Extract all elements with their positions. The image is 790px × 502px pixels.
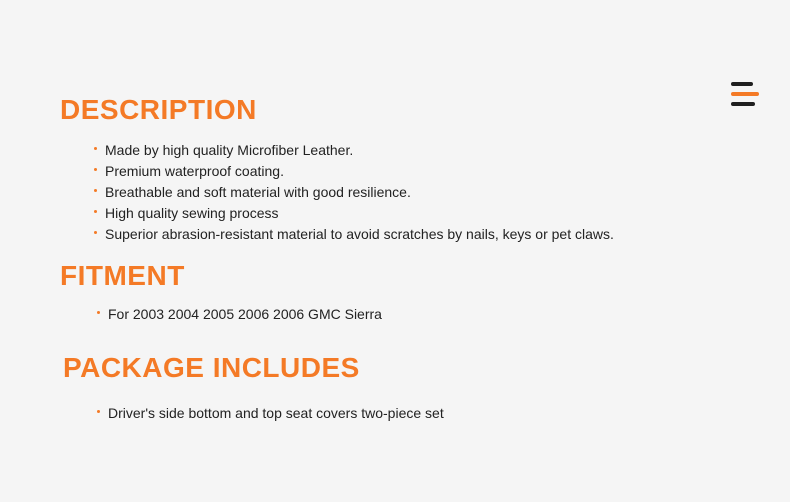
- list-item-text: Made by high quality Microfiber Leather.: [105, 142, 354, 158]
- bullet-icon: [94, 210, 97, 213]
- list-item-text: For 2003 2004 2005 2006 2006 GMC Sierra: [108, 306, 382, 322]
- list-item-text: Breathable and soft material with good resilience.: [105, 184, 411, 200]
- bullet-icon: [94, 168, 97, 171]
- list-item: [97, 403, 444, 424]
- fitment-heading: FITMENT: [60, 260, 185, 291]
- list-item: [94, 161, 614, 182]
- bullet-icon: [94, 189, 97, 192]
- description-list: [94, 140, 614, 245]
- package-includes-heading: PACKAGE INCLUDES: [63, 352, 360, 383]
- bullet-icon: [97, 311, 100, 314]
- list-item: [94, 224, 614, 245]
- bullet-icon: [97, 410, 100, 413]
- list-item: [94, 203, 614, 224]
- list-item: [94, 140, 614, 161]
- bullet-icon: [94, 231, 97, 234]
- list-item-text: Superior abrasion-resistant material to avoid scratches by nails, keys or pet claws.: [105, 226, 614, 242]
- menu-icon-bar: [731, 102, 755, 106]
- menu-icon-bar: [731, 82, 753, 86]
- bullet-icon: [94, 147, 97, 150]
- list-item: [97, 304, 382, 325]
- list-item-text: Driver's side bottom and top seat covers two-piece set: [108, 405, 444, 421]
- fitment-list: [97, 304, 382, 325]
- menu-icon[interactable]: [731, 82, 759, 106]
- description-heading: DESCRIPTION: [60, 94, 257, 125]
- menu-icon-bar: [731, 92, 759, 96]
- list-item: [94, 182, 614, 203]
- list-item-text: High quality sewing process: [105, 205, 279, 221]
- list-item-text: Premium waterproof coating.: [105, 163, 284, 179]
- package-list: [97, 403, 444, 424]
